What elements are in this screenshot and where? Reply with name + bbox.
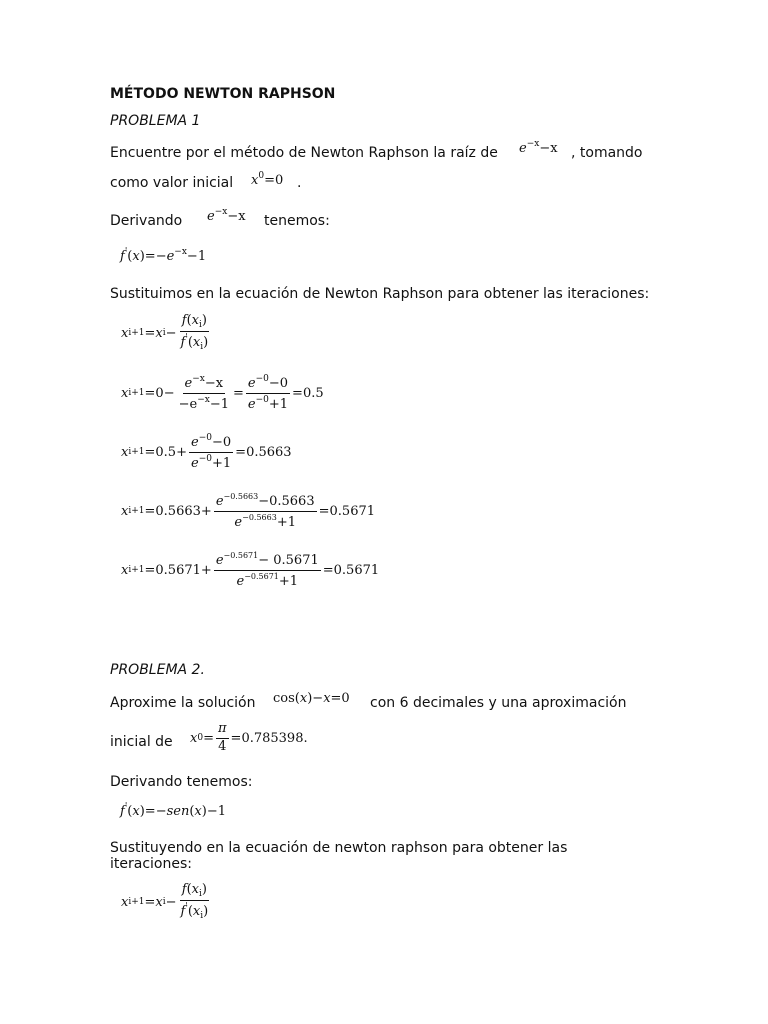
page-title: MÉTODO NEWTON RAPHSON <box>110 86 336 102</box>
problem-2-substitution-text-2: iteraciones: <box>110 856 192 872</box>
formula-iteration-2: x i+1 = 0.5 + $\frac{e^{-0}-0}{e^{-0}+1}$ = 0.5663 <box>121 433 292 471</box>
formula-derivative: $f'(x)=-e^{-x}-1$ <box>120 247 207 264</box>
problem-2-substitution-text: Sustituyendo en la ecuación de newton raphson para obtener las <box>110 840 568 856</box>
formula-derivative-2: f'(x)=−sen(x)−1 <box>120 802 227 819</box>
problem-1-derive-label: Derivando <box>110 213 183 229</box>
problem-1-heading: PROBLEMA 1 <box>110 113 201 129</box>
formula-equation-2: cos(x)−x=0 <box>273 691 350 706</box>
problem-1-substitution-text: Sustituimos en la ecuación de Newton Raphson para obtener las iteraciones: <box>110 286 650 302</box>
problem-2-heading: PROBLEMA 2. <box>110 662 205 678</box>
problem-1-derive-tail: tenemos: <box>264 213 330 229</box>
problem-2-statement: Aproxime la solución <box>110 695 256 711</box>
problem-1-initial-label: como valor inicial <box>110 175 234 191</box>
formula-iteration-3: x i+1 = 0.5663 + $\frac{e^{-0.5663}-0.5663}{e^{-0.5663}+1}$ = 0.5671 <box>121 492 376 530</box>
formula-function: $e^{-x}-x$ <box>519 139 558 156</box>
problem-1-statement-end: , tomando <box>571 145 643 161</box>
formula-iteration-4: x i+1 = 0.5671 + $\frac{e^{-0.5671}- 0.5671}{e^{-0.5671}+1}$ = 0.5671 <box>121 551 380 589</box>
formula-newton-2: x i+1 = x i − $\frac{f(x_i)}{f'(x_i)}$ <box>121 882 209 922</box>
problem-1-period: . <box>297 175 302 191</box>
formula-initial-value-2: x 0 = $\frac{\pi}{4}$ = 0.785398 . <box>190 721 308 754</box>
formula-newton-1: x i+1 = x i − $\frac{f(x_i)}{f'(x_i)}$ <box>121 313 209 353</box>
problem-2-statement-end: con 6 decimales y una aproximación <box>370 695 627 711</box>
formula-derive-function: $e^{-x}-x$ <box>207 207 246 224</box>
problem-2-derive-label: Derivando tenemos: <box>110 774 253 790</box>
problem-1-statement: Encuentre por el método de Newton Raphson la raíz de <box>110 145 498 161</box>
formula-initial-value: $x^0=0$ <box>251 171 284 188</box>
formula-iteration-1: x i+1 = 0 − $\frac{e^{-x}-x}{-e^{-x}-1}$ = $\frac{e^{-0}-0}{e^{-0}+1}$ = 0.5 <box>121 374 324 412</box>
problem-2-initial-label: inicial de <box>110 734 173 750</box>
